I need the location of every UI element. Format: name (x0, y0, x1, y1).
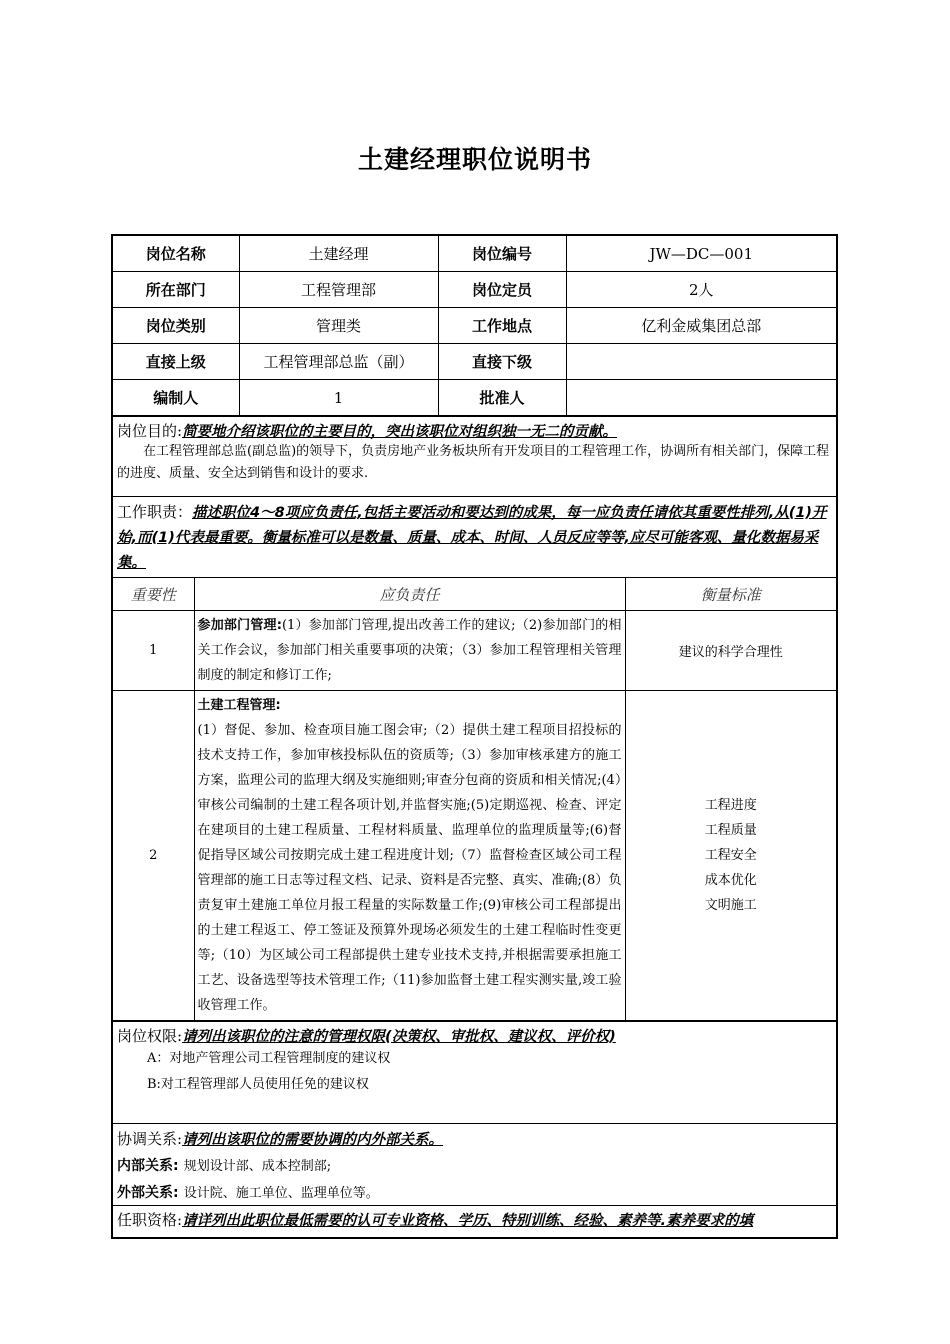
standard-cell (625, 691, 836, 1021)
qualification-section (113, 1205, 836, 1237)
responsibility-cell (194, 691, 625, 1021)
info-value: 管理类 (239, 308, 438, 344)
qualification-label: 任职资格: (117, 1211, 183, 1229)
purpose-label: 岗位目的: (117, 422, 183, 440)
info-value: 亿利金威集团总部 (566, 308, 836, 344)
purpose-section (113, 416, 836, 496)
coordination-label: 协调关系: (117, 1130, 183, 1148)
standard-item: 工程质量 (704, 823, 757, 838)
duties-label: 工作职责： (117, 503, 193, 521)
external-relations-label: 外部关系: (117, 1185, 179, 1201)
standard-cell: 建议的科学合理性 (625, 611, 836, 691)
authority-section (113, 1021, 836, 1123)
info-key: 工作地点 (438, 308, 566, 344)
info-value: 土建经理 (239, 236, 438, 272)
purpose-text: 在工程管理部总监(副总监)的领导下，负责房地产业务板块所有开发项目的工程管理工作，协调所有相关部门，保障工程的进度、质量、安全达到销售和设计的要求. (117, 444, 830, 481)
header-importance: 重要性 (113, 578, 194, 611)
standard-item: 工程进度 (704, 798, 757, 813)
responsibility-title: 土建工程管理: (197, 698, 281, 713)
info-value: JW—DC—001 (566, 236, 836, 272)
coordination-section (113, 1123, 836, 1205)
info-value: 2人 (566, 272, 836, 308)
responsibility-header-row (113, 578, 836, 611)
responsibility-text: (1）参加部门管理,提出改善工作的建议;（2)参加部门的相关工作会议，参加部门相关重要事项的决策；（3）参加工程管理相关管理制度的制定和修订工作; (197, 618, 622, 683)
table-row (113, 691, 836, 1021)
responsibility-title: 参加部门管理: (197, 618, 282, 633)
info-key: 直接上级 (113, 344, 239, 380)
info-key: 岗位定员 (438, 272, 566, 308)
duties-instruction: 描述职位4～8项应负责任,包括主要活动和要达到的成果，每一应负责任请依其重要性排列,从(1)开始,而(1)代表最重要。衡量标准可以是数量、质量、成本、时间、人员反应等等,应尽可能客观、量化数据易采集。 (117, 505, 827, 571)
duties-section (113, 496, 836, 577)
authority-item: B:对工程管理部人员使用任免的建议权 (147, 1077, 369, 1092)
authority-item: A：对地产管理公司工程管理制度的建议权 (147, 1051, 391, 1066)
importance-cell: 2 (113, 691, 194, 1021)
info-row (113, 272, 836, 308)
authority-label: 岗位权限: (117, 1027, 183, 1045)
internal-relations: 规划设计部、成本控制部; (183, 1159, 332, 1174)
info-key: 编制人 (113, 380, 239, 416)
header-standard: 衡量标准 (625, 578, 836, 611)
responsibility-text: (1）督促、参加、检查项目施工图会审;（2）提供土建工程项目招投标的技术支持工作，参加审核投标队伍的资质等;（3）参加审核承建方的施工方案，监理公司的监理大纲及实施细则;审查分包商的资质和相关情况;(4）审核公司编制的土建工程各项计划,并监督实施;(5)定期巡视、检查、评定在建项目的土建工程质量、工程材料质量、监理单位的监理质量等;(6)督促指导区域公司按期完成土建工程进度计划;（7）监督检查区域公司工程管理部的施工日志等过程文档、记录、资料是否完整、真实、准确;(8）负责复审土建施工单位月报工程量的实际数量工作;(9)审核公司工程部提出的土建工程返工、停工签证及预算外现场必须发生的土建工程临时性变更等;（10）为区域公司工程部提供土建专业技术支持,并根据需要承担施工工艺、设备选型等技术管理工作;（11)参加监督土建工程实测实量,竣工验收管理工作。 (197, 723, 622, 1013)
table-row (113, 611, 836, 691)
info-row (113, 308, 836, 344)
basic-info-table (113, 236, 836, 416)
info-key: 直接下级 (438, 344, 566, 380)
info-value (566, 344, 836, 380)
internal-relations-label: 内部关系: (117, 1158, 179, 1174)
info-key: 岗位编号 (438, 236, 566, 272)
info-value: 工程管理部总监（副） (239, 344, 438, 380)
info-row (113, 344, 836, 380)
responsibility-table (113, 577, 836, 1021)
qualification-instruction: 请详列出此职位最低需要的认可专业资格、学历、特别训练、经验、素养等.素养要求的填 (182, 1213, 754, 1229)
info-key: 批准人 (438, 380, 566, 416)
page-title: 土建经理职位说明书 (357, 145, 592, 174)
info-row (113, 380, 836, 416)
info-key: 所在部门 (113, 272, 239, 308)
responsibility-cell (194, 611, 625, 691)
info-key: 岗位名称 (113, 236, 239, 272)
info-value: 工程管理部 (239, 272, 438, 308)
info-value: 1 (239, 380, 438, 416)
coordination-instruction: 请列出该职位的需要协调的内外部关系。 (182, 1132, 444, 1148)
authority-instruction: 请列出该职位的注意的管理权限(决策权、审批权、建议权、评价权) (182, 1029, 616, 1045)
job-description-form (111, 234, 838, 1239)
info-row (113, 236, 836, 272)
external-relations: 设计院、施工单位、监理单位等。 (183, 1186, 379, 1201)
standard-item: 工程安全 (704, 848, 757, 863)
standard-item: 文明施工 (704, 898, 757, 913)
header-responsibility: 应负责任 (194, 578, 625, 611)
purpose-instruction: 简要地介绍该职位的主要目的，突出该职位对组织独一无二的贡献。 (182, 424, 618, 440)
info-value (566, 380, 836, 416)
standard-item: 成本优化 (704, 873, 757, 888)
importance-cell: 1 (113, 611, 194, 691)
info-key: 岗位类别 (113, 308, 239, 344)
